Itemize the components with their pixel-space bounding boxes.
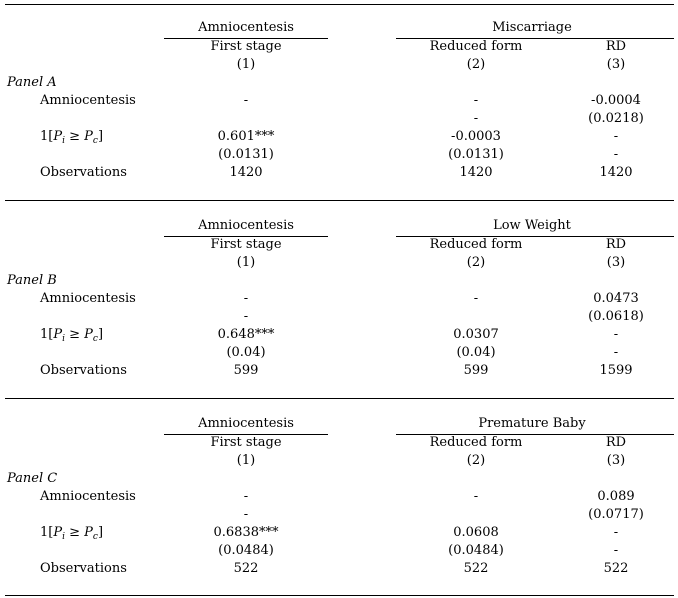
cell: (0.0618) <box>588 309 644 324</box>
cell: (0.0484) <box>218 543 274 558</box>
cell: 1599 <box>599 363 633 378</box>
cell: - <box>243 489 249 504</box>
cell: 522 <box>463 561 489 576</box>
cell: 0.6838*** <box>213 525 279 540</box>
col1-number: (1) <box>236 57 256 72</box>
col3-number: (3) <box>606 255 626 270</box>
col2-head: Reduced form <box>429 39 523 54</box>
bottom-rule <box>5 595 674 596</box>
cell: (0.0717) <box>588 507 644 522</box>
col3-head: RD <box>605 435 627 450</box>
col2-head: Reduced form <box>429 435 523 450</box>
cell: 1420 <box>459 165 493 180</box>
row-label-observations: Observations <box>40 165 127 180</box>
panel-label: Panel B <box>7 273 57 288</box>
cell: 0.089 <box>597 489 635 504</box>
cell: - <box>243 291 249 306</box>
cell: 522 <box>603 561 629 576</box>
col23-group-header: Miscarriage <box>492 20 572 35</box>
top-rule <box>5 4 674 5</box>
cell: - <box>243 507 249 522</box>
panel-divider-rule <box>5 200 674 201</box>
row-label-indicator: $1[P_i \ge P_c]$ <box>40 327 104 344</box>
row-label-amniocentesis: Amniocentesis <box>40 489 136 504</box>
col3-head: RD <box>605 39 627 54</box>
col23-group-header: Low Weight <box>493 218 571 233</box>
cell: 0.601*** <box>217 129 275 144</box>
row-label-amniocentesis: Amniocentesis <box>40 93 136 108</box>
row-label-amniocentesis: Amniocentesis <box>40 291 136 306</box>
cell: - <box>243 93 249 108</box>
cell: 0.0473 <box>593 291 639 306</box>
cell: - <box>473 111 479 126</box>
cell: - <box>243 309 249 324</box>
col1-group-header: Amniocentesis <box>198 218 294 233</box>
cell: - <box>613 327 619 342</box>
cell: 522 <box>233 561 259 576</box>
col1-group-header: Amniocentesis <box>198 416 294 431</box>
panel-label: Panel A <box>7 75 57 90</box>
col1-group-header: Amniocentesis <box>198 20 294 35</box>
col23-group-header: Premature Baby <box>478 416 586 431</box>
cell: (0.0131) <box>448 147 504 162</box>
col1-number: (1) <box>236 255 256 270</box>
cell: (0.0131) <box>218 147 274 162</box>
cell: -0.0004 <box>591 93 641 108</box>
col2-number: (2) <box>466 453 486 468</box>
row-label-indicator: $1[P_i \ge P_c]$ <box>40 525 104 542</box>
col3-head: RD <box>605 237 627 252</box>
cell: (0.0484) <box>448 543 504 558</box>
cell: 0.648*** <box>217 327 275 342</box>
col2-number: (2) <box>466 255 486 270</box>
col2-head: Reduced form <box>429 237 523 252</box>
cell: -0.0003 <box>451 129 501 144</box>
col1-head: First stage <box>210 435 282 450</box>
cell: - <box>613 129 619 144</box>
cell: 599 <box>463 363 489 378</box>
cell: - <box>473 291 479 306</box>
cell: - <box>613 147 619 162</box>
cell: - <box>613 345 619 360</box>
panel-label: Panel C <box>7 471 58 486</box>
col1-head: First stage <box>210 237 282 252</box>
col1-number: (1) <box>236 453 256 468</box>
col3-number: (3) <box>606 57 626 72</box>
cell: 599 <box>233 363 259 378</box>
cell: - <box>613 525 619 540</box>
cell: - <box>473 93 479 108</box>
row-label-observations: Observations <box>40 561 127 576</box>
cell: (0.0218) <box>588 111 644 126</box>
col1-head: First stage <box>210 39 282 54</box>
col3-number: (3) <box>606 453 626 468</box>
cell: (0.04) <box>456 345 496 360</box>
cell: 1420 <box>599 165 633 180</box>
panel-divider-rule <box>5 398 674 399</box>
row-label-observations: Observations <box>40 363 127 378</box>
cell: (0.04) <box>226 345 266 360</box>
cell: 0.0307 <box>453 327 499 342</box>
cell: - <box>613 543 619 558</box>
cell: 1420 <box>229 165 263 180</box>
row-label-indicator: $1[P_i \ge P_c]$ <box>40 129 104 146</box>
col2-number: (2) <box>466 57 486 72</box>
cell: - <box>473 489 479 504</box>
cell: 0.0608 <box>453 525 499 540</box>
